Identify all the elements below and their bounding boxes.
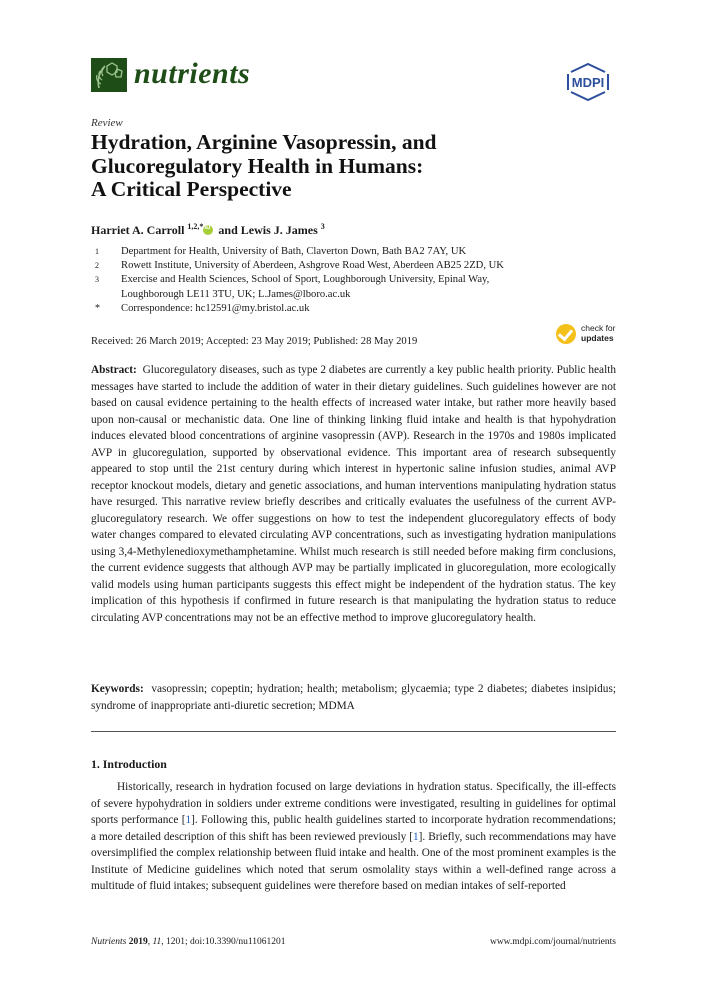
author-affiliation-marks: 1,2,* bbox=[187, 222, 204, 231]
affiliation-text: Exercise and Health Sciences, School of Sport, Loughborough University, Epinal Way, Loughborough LE11 3TU, UK; L.James@lboro.ac.uk bbox=[121, 274, 490, 300]
affiliation-number: 1 bbox=[95, 247, 99, 256]
article-title bbox=[91, 131, 611, 202]
footer-volume: 11 bbox=[152, 937, 162, 947]
affiliation-item bbox=[91, 273, 621, 301]
citation-link[interactable]: 1 bbox=[412, 830, 419, 843]
journal-logo-icon bbox=[91, 58, 127, 92]
affiliation-text: Rowett Institute, University of Aberdeen, Ashgrove Road West, Aberdeen AB25 2ZD, UK bbox=[121, 260, 504, 272]
article-type: Review bbox=[91, 117, 123, 129]
author-affiliation-marks: 3 bbox=[320, 222, 325, 231]
keywords-label: Keywords: bbox=[91, 683, 144, 695]
citation-link[interactable]: 1 bbox=[185, 814, 192, 826]
section-divider bbox=[91, 731, 616, 732]
correspondence-text[interactable]: Correspondence: hc12591@my.bristol.ac.uk bbox=[121, 302, 310, 314]
check-updates-line1: check for bbox=[581, 323, 616, 333]
affiliation-text: Department for Health, University of Bath, Claverton Down, Bath BA2 7AY, UK bbox=[121, 246, 467, 257]
author-list bbox=[91, 222, 325, 238]
keywords bbox=[91, 681, 616, 714]
keywords-text: vasopressin; copeptin; hydration; health; metabolism; glycaemia; type 2 diabetes; diabetes insipidus; syndrome of inappropriate anti-diuretic secretion; MDMA bbox=[91, 683, 616, 712]
author-name[interactable]: Lewis J. James bbox=[240, 223, 318, 237]
check-icon bbox=[556, 324, 576, 344]
mdpi-logo-icon bbox=[563, 62, 613, 102]
journal-name: nutrients bbox=[134, 57, 251, 90]
affiliation-item bbox=[91, 245, 621, 259]
author-name[interactable]: Harriet A. Carroll bbox=[91, 223, 185, 237]
abstract-text: Glucoregulatory diseases, such as type 2 diabetes are currently a key public health priority. Public health messages have started to include the addition of water in their dietary guidelines. Such guidelines however are not based on causal evidence pertaining to the health effects of increased water intake, but rather more heavily based upon non-causal or mechanistic data. One line of thinking linking fluid intake and health is that hypohydration induces elevated blood concentrations of arginine vasopressin (AVP). Research in the 1970s and 1980s implicated AVP in glucoregulation, supported by observational evidence. This important area of research subsequently appeared to stop until the 21st century during which interest in hypertonic saline infusion studies, animal AVP receptor knockout models, dietary and genetic associations, and human interventions manipulating hydration status have resurged. This narrative review briefly describes and critically evaluates the usefulness of the current AVP-glucoregulatory research. We offer suggestions on how to test the independent glucoregulatory effects of body water changes compared to elevated circulating AVP concentrations, such as investigating hydration manipulations using 3,4-Methylenedioxymethamphetamine. Whilst much research is still needed before making firm conclusions, the current evidence suggests that although AVP may be partially implicated in glucoregulation, more ecologically valid models using human participants suggests this effect might be independent of the hydration status. The key implication of this hypothesis if confirmed in future research is that manipulating the hydration status to reduce circulating AVP concentrations may not be an effective method to improve glucoregulatory health. bbox=[91, 364, 616, 624]
affiliation-item bbox=[91, 259, 621, 273]
check-updates-line2: updates bbox=[581, 333, 614, 343]
footer-journal: Nutrients bbox=[91, 937, 127, 947]
abstract bbox=[91, 362, 616, 626]
title-line: Hydration, Arginine Vasopressin, and bbox=[91, 130, 437, 154]
introduction-paragraph bbox=[91, 779, 616, 895]
section-heading: 1. Introduction bbox=[91, 757, 167, 771]
footer-citation: Nutrients 2019, 11, 1201; doi:10.3390/nu11061201 bbox=[91, 937, 286, 947]
affiliation-number: * bbox=[95, 302, 100, 314]
author-connector: and bbox=[218, 223, 238, 237]
orcid-icon[interactable] bbox=[203, 225, 213, 235]
intro-text: Historically, research in hydration focused on large deviations in hydration status. Specifically, the ill-effects of severe hypohydration in soldiers under extreme conditions were investigated, resulting in guidelines for optimal sports performance [ bbox=[91, 781, 616, 826]
footer-doi[interactable]: , 1201; doi:10.3390/nu11061201 bbox=[161, 937, 286, 947]
intro-text: ]. Briefly, such recommendations may have oversimplified the complex relationship between fluid intake and health. One of the most prominent examples is the Institute of Medicine guidelines which noted that serum osmolality stays within a well-defined range across a multitude of fluid intakes; subsequent guidelines were therefore based on median intakes of self-reported bbox=[91, 830, 616, 892]
title-line: Glucoregulatory Health in Humans: bbox=[91, 153, 424, 178]
title-line: A Critical Perspective bbox=[91, 177, 292, 201]
svg-text:MDPI: MDPI bbox=[571, 75, 605, 90]
footer-url[interactable]: www.mdpi.com/journal/nutrients bbox=[489, 937, 616, 947]
footer-year: 2019 bbox=[128, 937, 148, 947]
publication-dates: Received: 26 March 2019; Accepted: 23 May 2019; Published: 28 May 2019 bbox=[91, 336, 418, 347]
affiliation-number: 2 bbox=[95, 261, 99, 271]
affiliations bbox=[91, 245, 621, 316]
intro-text: ]. Following this, public health guidelines started to incorporate hydration recommendations; a more detailed description of this shift has been reviewed previously [ bbox=[91, 814, 616, 843]
abstract-label: Abstract: bbox=[91, 364, 137, 376]
correspondence-item bbox=[91, 302, 621, 316]
affiliation-number: 3 bbox=[95, 275, 99, 285]
check-for-updates-button[interactable] bbox=[556, 322, 628, 348]
